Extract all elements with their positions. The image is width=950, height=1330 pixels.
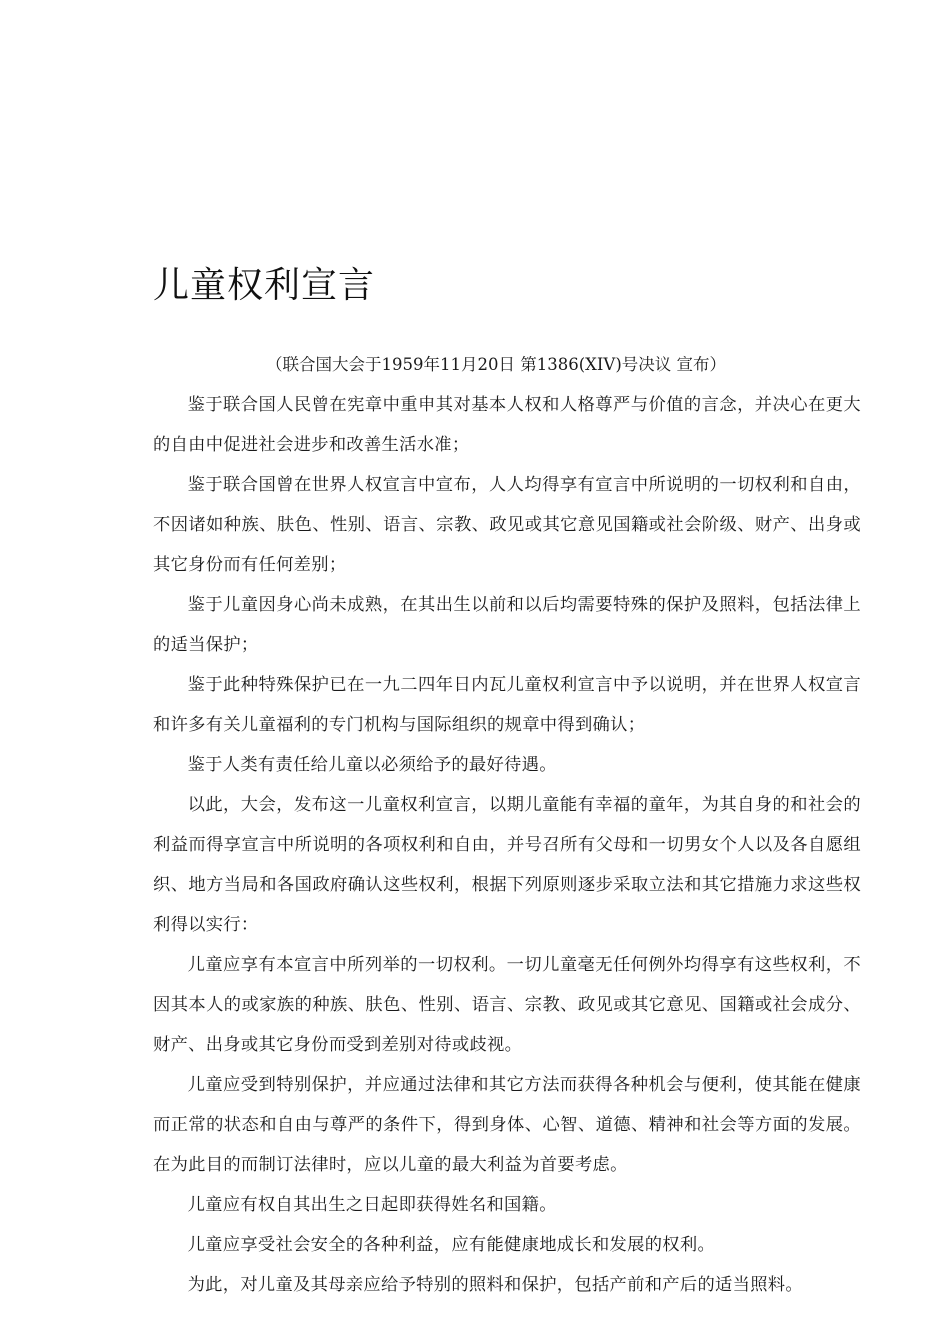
paragraph: 儿童应受到特别保护，并应通过法律和其它方法而获得各种机会与便利，使其能在健康而正常的状态和自由与尊严的条件下，得到身体、心智、道德、精神和社会等方面的发展。在为此目的而制订法律时，应以儿童的最大利益为首要考虑。 bbox=[153, 1075, 861, 1175]
paragraph: 鉴于儿童因身心尚未成熟，在其出生以前和以后均需要特殊的保护及照料，包括法律上的适当保护； bbox=[153, 595, 861, 655]
paragraph: 以此，大会，发布这一儿童权利宣言，以期儿童能有幸福的童年，为其自身的和社会的利益而得享宣言中所说明的各项权利和自由，并号召所有父母和一切男女个人以及各自愿组织、地方当局和各国政府确认这些权利，根据下列原则逐步采取立法和其它措施力求这些权利得以实行： bbox=[153, 795, 861, 935]
paragraph: 鉴于联合国曾在世界人权宣言中宣布，人人均得享有宣言中所说明的一切权利和自由，不因诸如种族、肤色、性别、语言、宗教、政见或其它意见国籍或社会阶级、财产、出身或其它身份而有任何差别； bbox=[153, 475, 861, 575]
paragraph: 鉴于联合国人民曾在宪章中重申其对基本人权和人格尊严与价值的言念，并决心在更大的自由中促进社会进步和改善生活水准； bbox=[153, 395, 861, 455]
paragraph: 为此，对儿童及其母亲应给予特别的照料和保护，包括产前和产后的适当照料。 bbox=[187, 1275, 803, 1295]
paragraph: 儿童应享受社会安全的各种利益，应有能健康地成长和发展的权利。 bbox=[187, 1235, 716, 1255]
document-subtitle: （联合国大会于1959年11月20日 第1386(XIV)号决议 宣布） bbox=[266, 355, 727, 374]
document-body bbox=[153, 385, 861, 1305]
paragraph: 鉴于此种特殊保护已在一九二四年日内瓦儿童权利宣言中予以说明，并在世界人权宣言和许多有关儿童福利的专门机构与国际组织的规章中得到确认； bbox=[153, 675, 861, 735]
paragraph: 鉴于人类有责任给儿童以必须给予的最好待遇。 bbox=[187, 755, 557, 775]
paragraph: 儿童应享有本宣言中所列举的一切权利。一切儿童毫无任何例外均得享有这些权利，不因其本人的或家族的种族、肤色、性别、语言、宗教、政见或其它意见、国籍或社会成分、财产、出身或其它身份而受到差别对待或歧视。 bbox=[153, 955, 861, 1055]
document-title: 儿童权利宣言 bbox=[153, 265, 376, 306]
paragraph: 儿童应有权自其出生之日起即获得姓名和国籍。 bbox=[187, 1195, 557, 1215]
